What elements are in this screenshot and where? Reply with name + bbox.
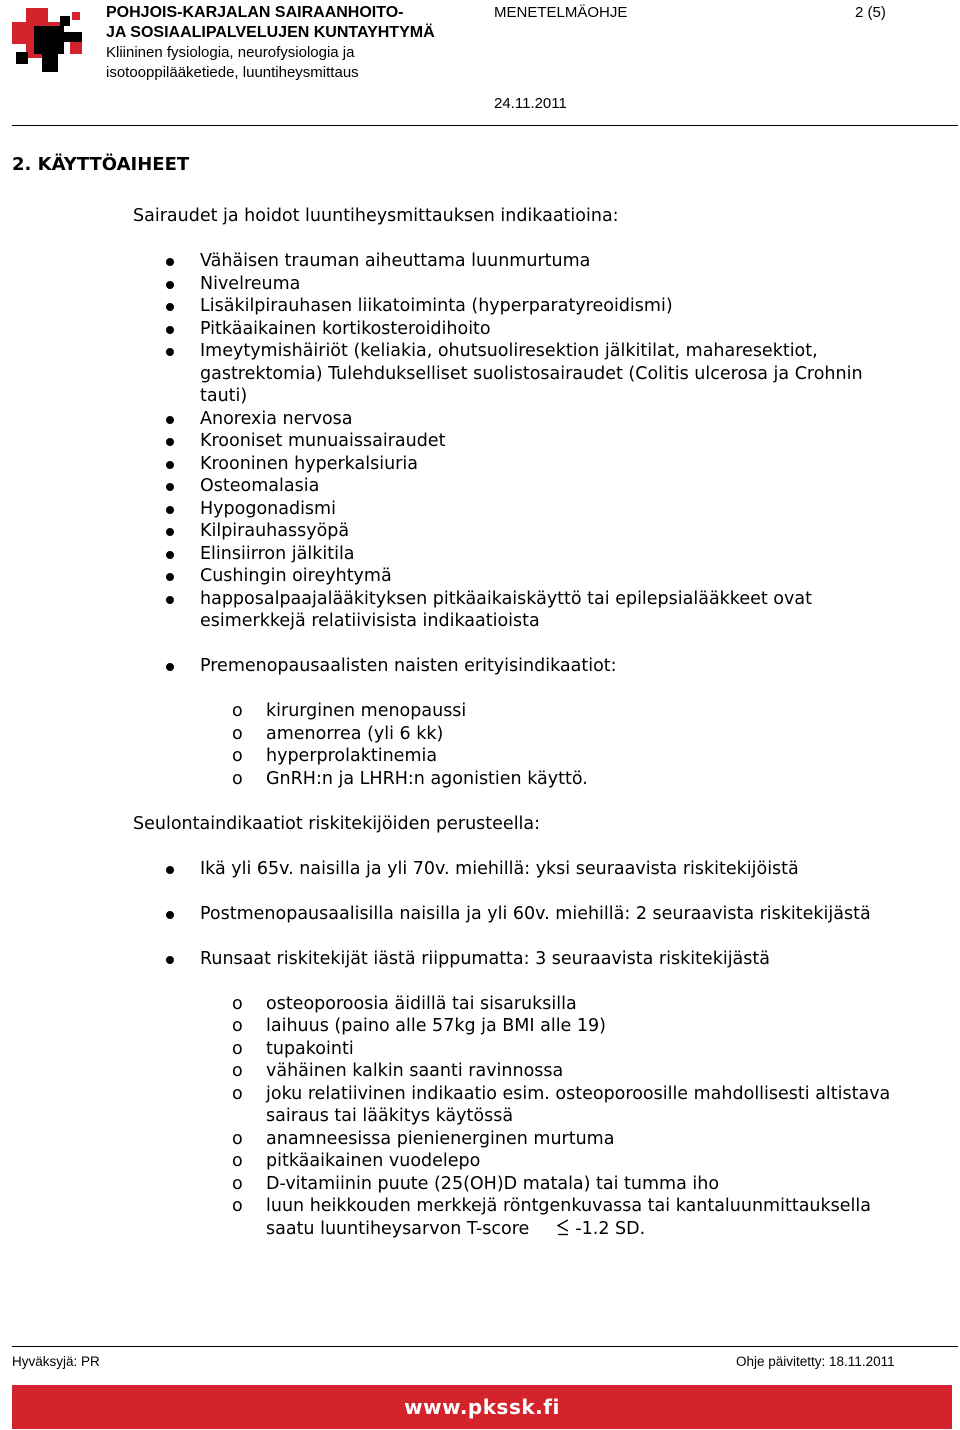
screening-item: Runsaat riskitekijät iästä riippumatta: 3 seuraavista riskitekijästä (200, 949, 770, 969)
risk-factor-item: tupakointi (266, 1039, 354, 1059)
footer-divider (12, 1346, 958, 1347)
sub-bullet: o (232, 1039, 243, 1059)
approved-by: Hyväksyjä: PR (12, 1354, 100, 1369)
list-item: Hypogonadismi (200, 499, 336, 519)
list-item: Osteomalasia (200, 476, 320, 496)
sub-bullet: o (232, 1061, 243, 1081)
sub-bullet: o (232, 724, 243, 744)
page-number: 2 (5) (855, 4, 886, 21)
list-item: Cushingin oireyhtymä (200, 566, 392, 586)
sub-bullet: o (232, 1016, 243, 1036)
bullet (166, 573, 174, 581)
risk-factor-item: pitkäaikainen vuodelepo (266, 1151, 481, 1171)
bullet (166, 483, 174, 491)
sub-bullet: o (232, 994, 243, 1014)
bullet (166, 348, 174, 356)
sub-bullet: o (232, 769, 243, 789)
organization-name (106, 3, 476, 83)
sub-bullet: o (232, 1174, 243, 1194)
org-name-line1: POHJOIS-KARJALAN SAIRAANHOITO- (106, 4, 404, 21)
risk-factor-item: D-vitamiinin puute (25(OH)D matala) tai tumma iho (266, 1174, 720, 1194)
bullet (166, 528, 174, 536)
section-title: 2. KÄYTTÖAIHEET (12, 154, 190, 175)
risk-factor-item: anamneesissa pienienerginen murtuma (266, 1129, 615, 1149)
unit-name-line2: isotooppilääketiede, luuntiheysmittaus (106, 64, 359, 81)
list-item: happosalpaajalääkityksen pitkäaikaiskäyttö tai epilepsialääkkeet ovat (200, 589, 812, 609)
risk-factor-item: vähäinen kalkin saanti ravinnossa (266, 1061, 564, 1081)
bullet (166, 416, 174, 424)
screening-heading: Seulontaindikaatiot riskitekijöiden perusteella: (133, 814, 541, 834)
risk-factor-continuation (266, 1218, 645, 1241)
bullet (166, 438, 174, 446)
list-item: Kilpirauhassyöpä (200, 521, 350, 541)
t-score-value: -1.2 SD. (575, 1219, 646, 1239)
list-item: Krooniset munuaissairaudet (200, 431, 446, 451)
risk-factor-item: osteoporoosia äidillä tai sisaruksilla (266, 994, 577, 1014)
sub-bullet: o (232, 1129, 243, 1149)
screening-item: Ikä yli 65v. naisilla ja yli 70v. miehillä: yksi seuraavista riskitekijöistä (200, 859, 799, 879)
list-item-continuation: gastrektomia) Tulehdukselliset suolistosairaudet (Colitis ulcerosa ja Crohnin (200, 364, 863, 384)
sub-bullet: o (232, 1084, 243, 1104)
list-item: Krooninen hyperkalsiuria (200, 454, 418, 474)
bullet (166, 596, 174, 604)
list-item: Elinsiirron jälkitila (200, 544, 355, 564)
organization-logo (12, 8, 86, 72)
bullet (166, 911, 174, 919)
sub-bullet: o (232, 1196, 243, 1216)
sub-list-item: hyperprolaktinemia (266, 746, 438, 766)
less-equal-icon (557, 1218, 569, 1236)
list-item: Lisäkilpirauhasen liikatoiminta (hyperparatyreoidismi) (200, 296, 673, 316)
org-name-line2: JA SOSIAALIPALVELUJEN KUNTAYHTYMÄ (106, 24, 435, 41)
premenopausal-heading: Premenopausaalisten naisten erityisindikaatiot: (200, 656, 617, 676)
bullet (166, 866, 174, 874)
section-intro: Sairaudet ja hoidot luuntiheysmittauksen indikaatioina: (133, 206, 619, 226)
bullet (166, 663, 174, 671)
bullet (166, 506, 174, 514)
list-item: Pitkäaikainen kortikosteroidihoito (200, 319, 491, 339)
unit-name-line1: Kliininen fysiologia, neurofysiologia ja (106, 44, 355, 61)
t-score-text: saatu luuntiheysarvon T-score (266, 1219, 530, 1239)
sub-list-item: GnRH:n ja LHRH:n agonistien käyttö. (266, 769, 588, 789)
footer-bar (12, 1385, 952, 1429)
sub-list-item: kirurginen menopaussi (266, 701, 467, 721)
list-item-continuation: esimerkkejä relatiivisista indikaatioista (200, 611, 540, 631)
bullet (166, 461, 174, 469)
bullet (166, 281, 174, 289)
risk-factor-item: laihuus (paino alle 57kg ja BMI alle 19) (266, 1016, 606, 1036)
risk-factor-item: joku relatiivinen indikaatio esim. osteoporoosille mahdollisesti altistava (266, 1084, 891, 1104)
bullet (166, 956, 174, 964)
bullet (166, 258, 174, 266)
sub-bullet: o (232, 701, 243, 721)
sub-list-item: amenorrea (yli 6 kk) (266, 724, 444, 744)
header-divider (12, 125, 958, 126)
list-item: Nivelreuma (200, 274, 301, 294)
sub-bullet: o (232, 746, 243, 766)
document-date: 24.11.2011 (494, 95, 567, 112)
bullet (166, 326, 174, 334)
screening-item: Postmenopausaalisilla naisilla ja yli 60v. miehillä: 2 seuraavista riskitekijästä (200, 904, 871, 924)
list-item: Vähäisen trauman aiheuttama luunmurtuma (200, 251, 591, 271)
list-item: Anorexia nervosa (200, 409, 353, 429)
bullet (166, 303, 174, 311)
updated-date: Ohje päivitetty: 18.11.2011 (736, 1354, 895, 1369)
website-link[interactable]: www.pkssk.fi (404, 1395, 560, 1419)
bullet (166, 551, 174, 559)
risk-factor-item: luun heikkouden merkkejä röntgenkuvassa tai kantaluunmittauksella (266, 1196, 871, 1216)
document-type: MENETELMÄOHJE (494, 4, 628, 21)
sub-bullet: o (232, 1151, 243, 1171)
list-item-continuation: tauti) (200, 386, 248, 406)
list-item: Imeytymishäiriöt (keliakia, ohutsuoliresektion jälkitilat, maharesektiot, (200, 341, 818, 361)
risk-factor-continuation: sairaus tai lääkitys käytössä (266, 1106, 514, 1126)
